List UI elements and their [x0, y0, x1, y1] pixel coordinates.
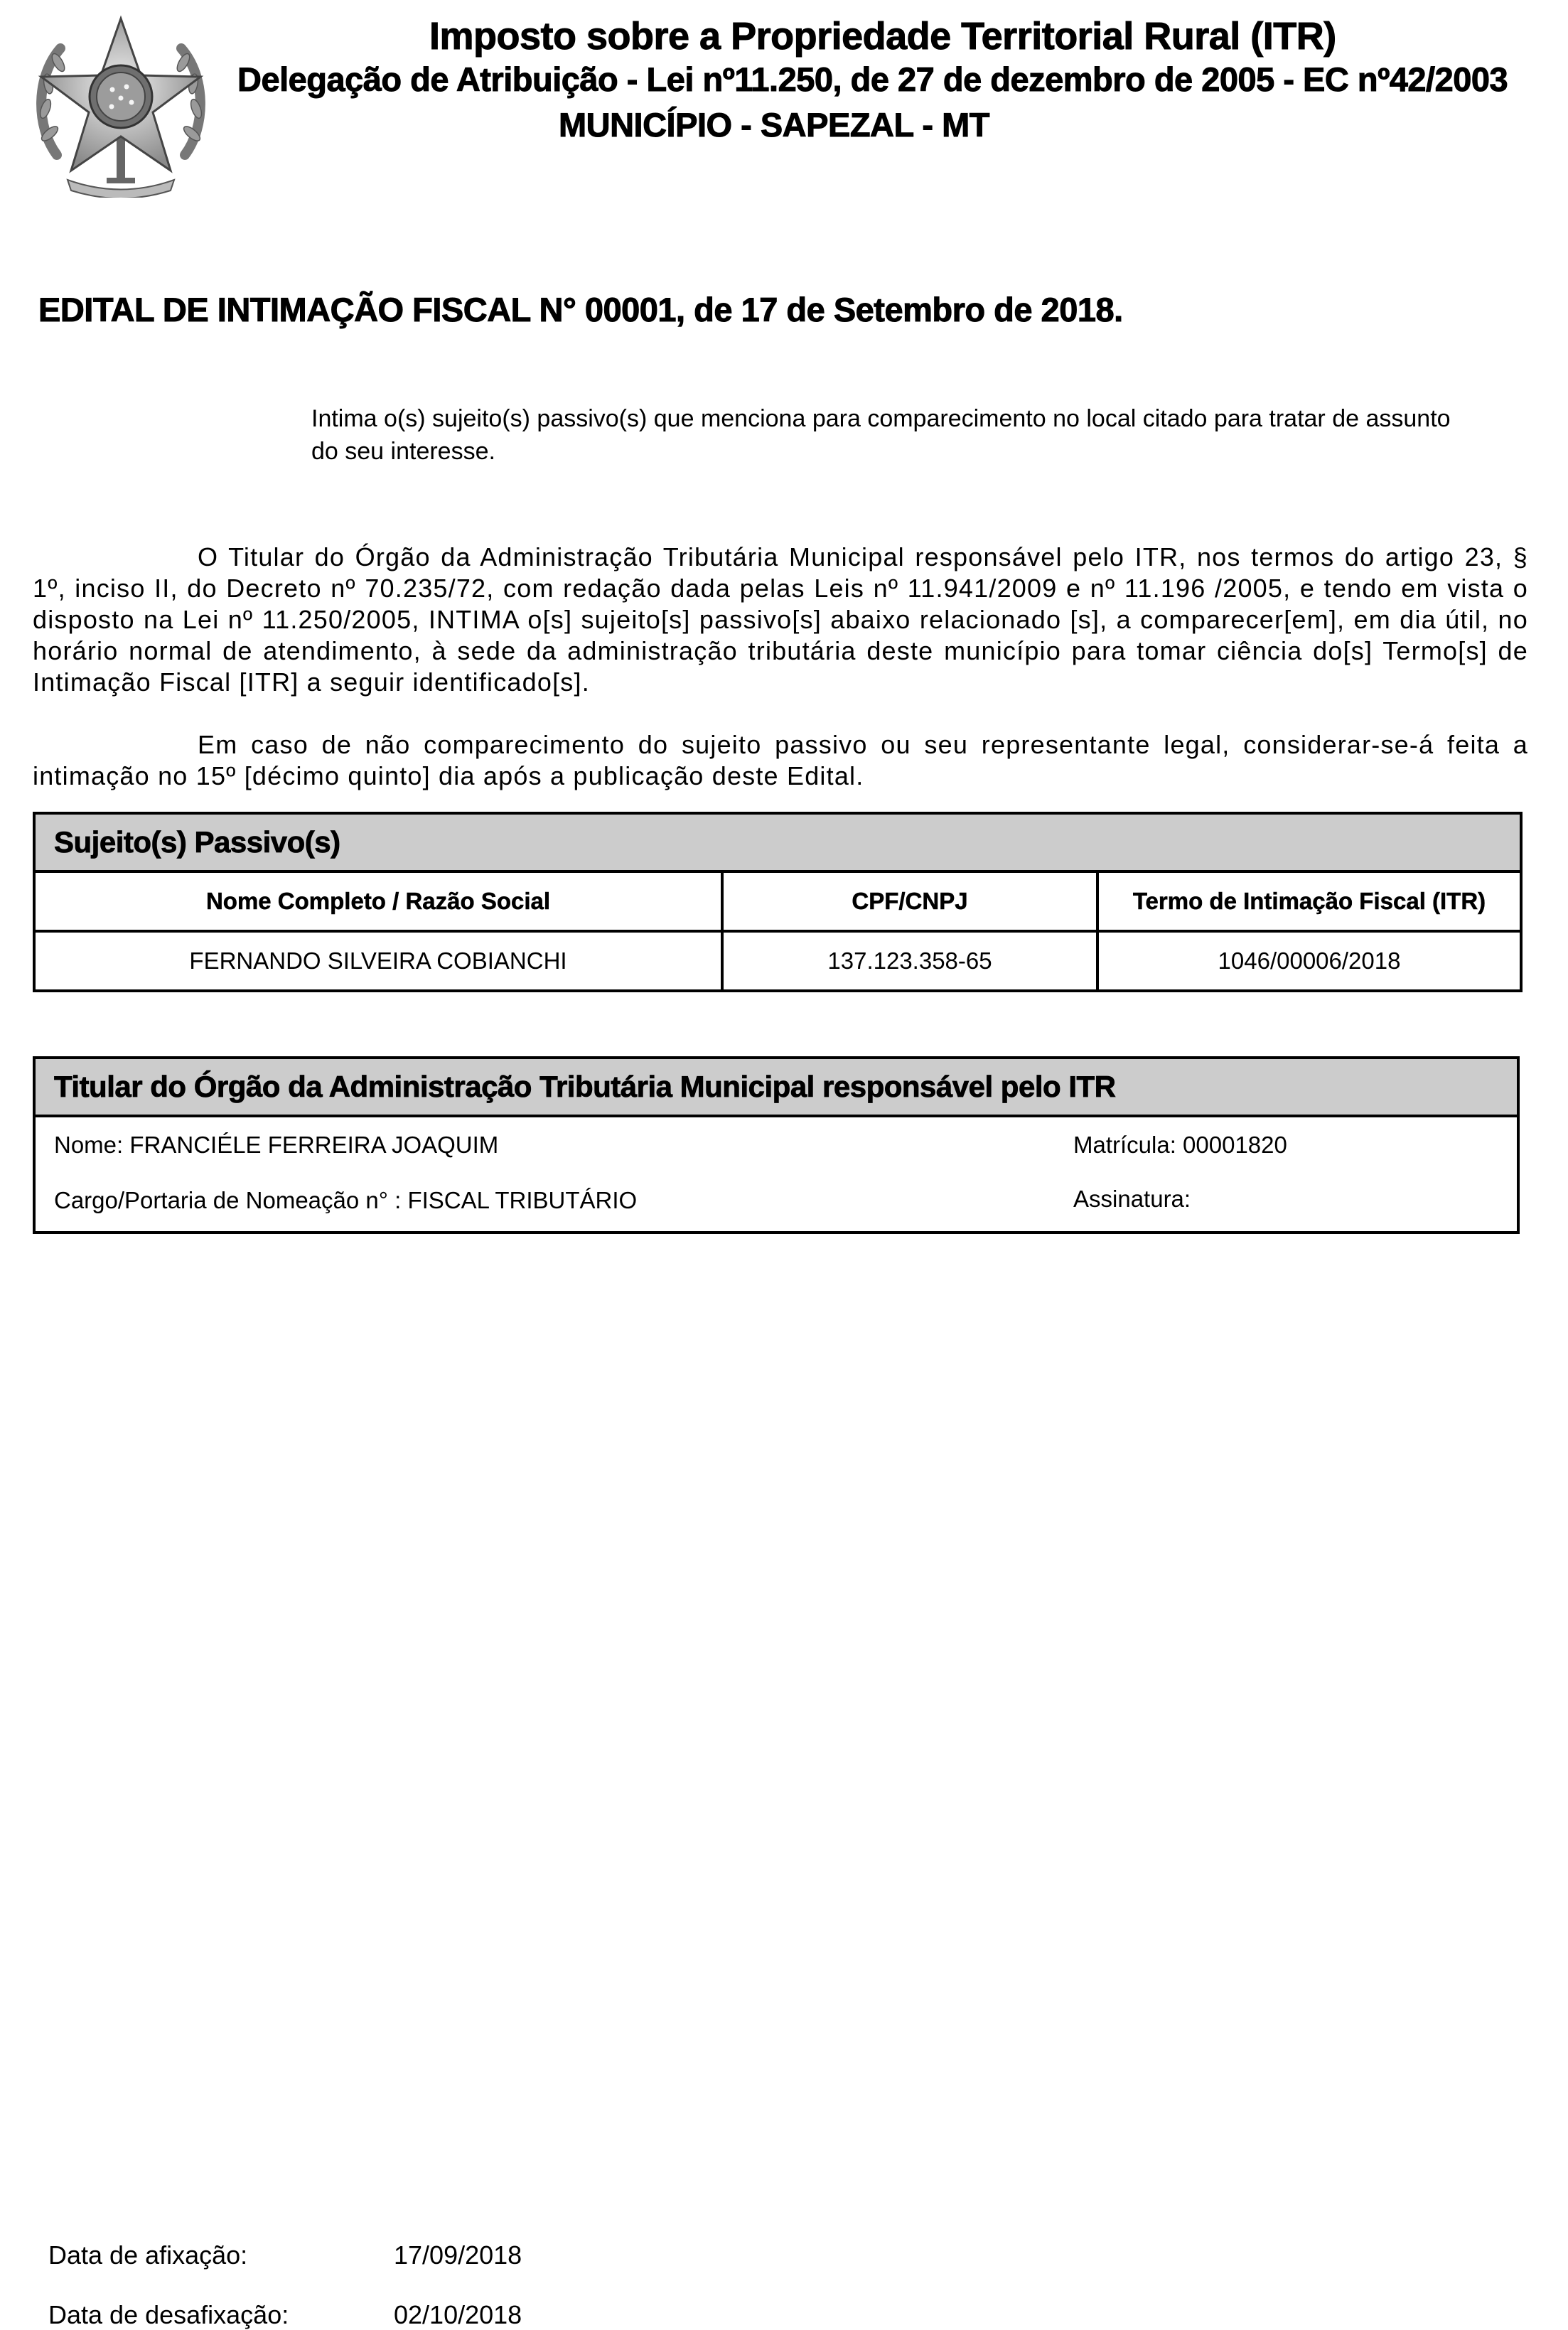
titular-section-title: Titular do Órgão da Administração Tributária Municipal responsável pelo ITR [34, 1058, 1518, 1116]
header-municipality: MUNICÍPIO - SAPEZAL - MT [559, 106, 989, 144]
titular-matricula: Matrícula: 00001820 [1073, 1132, 1287, 1158]
titular-assinatura: Assinatura: [1073, 1186, 1191, 1212]
edital-paragraph-2: Em caso de não comparecimento do sujeito passivo ou seu representante legal, considerar-se-á feita a intimação no 15º [décimo quinto] dia após a publicação deste Edital. [33, 730, 1528, 790]
titular-table [33, 1056, 1520, 1234]
column-header-nome: Nome Completo / Razão Social [34, 871, 722, 931]
cell-nome: FERNANDO SILVEIRA COBIANCHI [34, 931, 722, 991]
titular-nome: Nome: FRANCIÉLE FERREIRA JOAQUIM [54, 1132, 499, 1158]
cell-cpf-cnpj: 137.123.358-65 [722, 931, 1097, 991]
column-header-termo: Termo de Intimação Fiscal (ITR) [1097, 871, 1521, 931]
sujeitos-section-title: Sujeito(s) Passivo(s) [34, 813, 1521, 871]
edital-title: EDITAL DE INTIMAÇÃO FISCAL N° 00001, de 17 de Setembro de 2018. [38, 291, 1123, 328]
desafixacao-label: Data de desafixação: [48, 2300, 289, 2329]
desafixacao-date: 02/10/2018 [394, 2300, 522, 2329]
header-title: Imposto sobre a Propriedade Territorial Rural (ITR) [429, 15, 1336, 58]
edital-summary: Intima o(s) sujeito(s) passivo(s) que menciona para comparecimento no local citado para tratar de assunto do seu interesse. [311, 405, 1451, 465]
cell-termo: 1046/00006/2018 [1097, 931, 1521, 991]
sujeitos-table [33, 812, 1523, 992]
titular-cargo: Cargo/Portaria de Nomeação n° : FISCAL TRIBUTÁRIO [54, 1187, 638, 1213]
column-header-cpf-cnpj: CPF/CNPJ [722, 871, 1097, 931]
edital-paragraph-1: O Titular do Órgão da Administração Tributária Municipal responsável pelo ITR, nos termos do artigo 23, § 1º, inciso II, do Decreto nº 70.235/72, com redação dada pelas Leis nº 11.941/2009 e nº 11.196 /2005, e tendo em vista o disposto na Lei nº 11.250/2005, INTIMA o[s] sujeito[s] passivo[s] abaixo relacionado [s], a comparecer[em], em dia útil, no horário normal de atendimento, à sede da administração tributária deste município para tomar ciência do[s] Termo[s] de Intimação Fiscal [ITR] a seguir identificado[s]. [33, 542, 1528, 697]
afixacao-label: Data de afixação: [48, 2240, 248, 2270]
table-row [34, 931, 1521, 991]
header-subtitle: Delegação de Atribuição - Lei nº11.250, de 27 de dezembro de 2005 - EC nº42/2003 [237, 60, 1508, 98]
titular-info [34, 1116, 1518, 1233]
afixacao-date: 17/09/2018 [394, 2240, 522, 2270]
brazil-coat-of-arms-icon [28, 13, 213, 198]
